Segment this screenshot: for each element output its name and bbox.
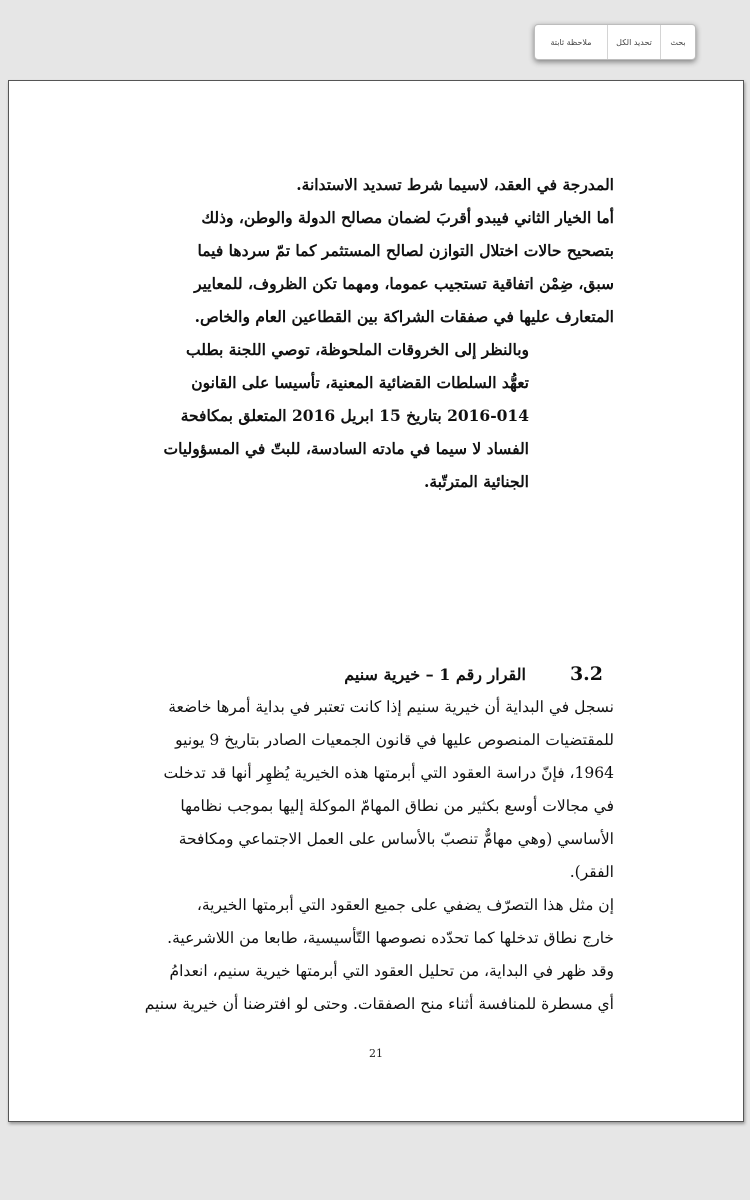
body-line: الأساسي (وهي مهامٌّ تنصبّ بالأساس على العمل الاجتماعي ومكافحة (178, 830, 614, 848)
body-line: خارج نطاق تدخلها كما تحدّده نصوصها التّأسيسية، طابعا من اللاشرعية. (167, 929, 614, 947)
section-number: 3.2 (569, 663, 603, 685)
page-number: 21 (369, 1047, 383, 1060)
section-title: القرار رقم 1 – خيرية سنيم (344, 665, 526, 684)
paragraph-line: المتعارف عليها في صفقات الشراكة بين القطاعين العام والخاص. (194, 307, 614, 326)
body-line: في مجالات أوسع بكثير من نطاق المهامّ الموكلة إليها بموجب نظامها (180, 797, 614, 815)
sticky-note-button[interactable]: ملاحظة ثابتة (550, 37, 592, 47)
paragraph-line: المدرجة في العقد، لاسيما شرط تسديد الاستدانة. (296, 175, 614, 194)
paragraph-line: بتصحيح حالات اختلال التوازن لصالح المستثمر كما تمّ سردها فيما (197, 241, 614, 260)
body-line: أي مسطرة للمنافسة أثناء منح الصفقات. وحتى لو افترضنا أن خيرية سنيم (144, 995, 614, 1013)
body-line: وقد ظهر في البداية، من تحليل العقود التي أبرمتها خيرية سنيم، انعدامُ (169, 962, 614, 980)
recommendation-line: تعهُّد السلطات القضائية المعنية، تأسيسا على القانون (191, 373, 529, 392)
section-heading (344, 663, 603, 685)
body-line: إن مثل هذا التصرّف يضفي على جميع العقود التي أبرمتها الخيرية، (196, 896, 614, 914)
body-line: للمقتضيات المنصوص عليها في قانون الجمعيات الصادر بتاريخ 9 يونيو (175, 731, 614, 749)
select-all-button[interactable]: تحديد الكل (607, 25, 660, 59)
search-button[interactable]: بحث (660, 25, 695, 59)
text-selection-toolbar (534, 24, 696, 60)
body-line: الفقر). (569, 863, 614, 881)
recommendation-line: 2016-014 بتاريخ 15 ابريل 2016 المتعلق بمكافحة (180, 406, 529, 425)
recommendation-line: وبالنظر إلى الخروقات الملحوظة، توصي اللجنة بطلب (185, 340, 529, 359)
recommendation-line: الفساد لا سيما في مادته السادسة، للبتّ في المسؤوليات (163, 439, 529, 458)
recommendation-line: الجنائية المترتّبة. (423, 472, 529, 491)
document-page (8, 80, 744, 1122)
paragraph-line: أما الخيار الثاني فيبدو أقربَ لضمان مصالح الدولة والوطن، وذلك (201, 208, 614, 227)
paragraph-line: سبق، ضِمْن اتفاقية تستجيب عموما، ومهما تكن الظروف، للمعايير (194, 274, 614, 293)
body-line: نسجل في البداية أن خيرية سنيم إذا كانت تعتبر في بداية أمرها خاضعة (168, 698, 614, 716)
body-line: 1964، فإنّ دراسة العقود التي أبرمتها هذه الخيرية يُظهِر أنها قد تدخلت (163, 764, 614, 782)
